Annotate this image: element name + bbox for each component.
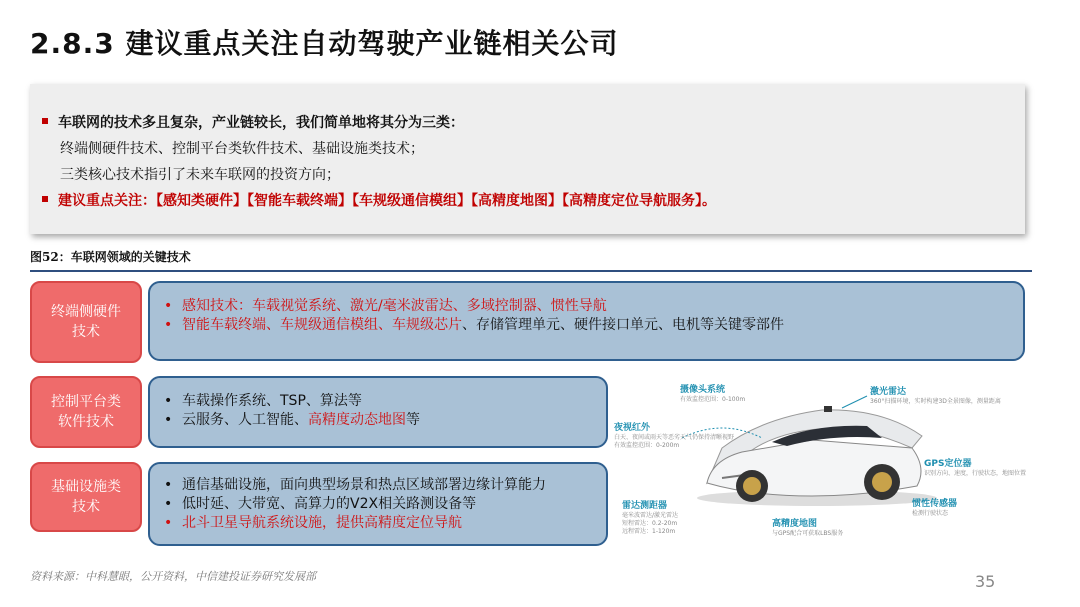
- radar-label: 雷达测距器: [622, 501, 668, 511]
- list-item: • 北斗卫星导航系统设施，提供高精度定位导航: [164, 515, 462, 531]
- category-label: 基础设施类 技术: [51, 479, 121, 515]
- category-label: 终端侧硬件 技术: [51, 304, 121, 340]
- autonomous-car-illustration: 摄像头系统 有效监控范围：0-100m 激光雷达 360°扫描环境，实时构建3D全景图像，测量距离 夜视红外 白天、夜间或雨天等恶劣天气仍保持清晰视野 有效监控范围：0-200m GPS定位器 识别方向、速度，行驶状态，地图位置 雷达测距器 毫米波雷达/激光雷达 短程雷达：0.2-20m 远程雷达：1-120m 惯性传感器 检测行驶状态 高精度地图 与GPS配合可获取LBS服务: [612, 378, 1022, 546]
- figure-caption: 图52：车联网领域的关键技术: [30, 250, 191, 264]
- summary-line-4: 建议重点关注：【感知类硬件】【智能车载终端】【车规级通信模组】【高精度地图】【高精度定位导航服务】。: [42, 190, 716, 210]
- list-item: • 低时延、大带宽、高算力的V2X相关路测设备等: [164, 496, 477, 512]
- detail-software: [148, 376, 608, 448]
- summary-line-3: 三类核心技术指引了未来车联网的投资方向；: [60, 167, 340, 183]
- summary-line-2: 终端侧硬件技术、控制平台类软件技术、基础设施类技术；: [60, 141, 424, 157]
- list-item: • 通信基础设施，面向典型场景和热点区域部署边缘计算能力: [164, 477, 546, 493]
- night-vision-label: 夜视红外: [614, 423, 651, 433]
- list-item: • 云服务、人工智能、高精度动态地图等: [164, 412, 420, 428]
- summary-line-1: 车联网的技术多且复杂，产业链较长，我们简单地将其分为三类：: [42, 112, 464, 132]
- hd-map-label: 高精度地图: [772, 519, 818, 529]
- category-infrastructure: [30, 462, 142, 532]
- camera-label: 摄像头系统: [680, 385, 726, 395]
- detail-infrastructure: [148, 462, 608, 546]
- page-number: 35: [975, 572, 996, 591]
- bullet-icon: [42, 196, 48, 202]
- figure-divider: [30, 270, 1032, 272]
- inertial-sensor-label: 惯性传感器: [912, 499, 958, 509]
- category-software: [30, 376, 142, 448]
- category-label: 控制平台类 软件技术: [51, 394, 121, 430]
- page-title: 2.8.3 建议重点关注自动驾驶产业链相关公司: [30, 27, 619, 60]
- lidar-label: 激光雷达: [870, 387, 907, 397]
- summary-box: [30, 84, 1025, 234]
- source-note: 资料来源：中科慧眼，公开资料，中信建投证券研究发展部: [30, 570, 316, 583]
- gps-label: GPS定位器: [924, 459, 972, 469]
- bullet-icon: [42, 118, 48, 124]
- category-hardware: [30, 281, 142, 363]
- list-item: • 感知技术：车载视觉系统、激光/毫米波雷达、多域控制器、惯性导航: [164, 298, 607, 314]
- list-item: • 智能车载终端、车规级通信模组、车规级芯片、存储管理单元、硬件接口单元、电机等关键零部件: [164, 317, 784, 333]
- list-item: • 车载操作系统、TSP、算法等: [164, 393, 362, 409]
- detail-hardware: [148, 281, 1025, 361]
